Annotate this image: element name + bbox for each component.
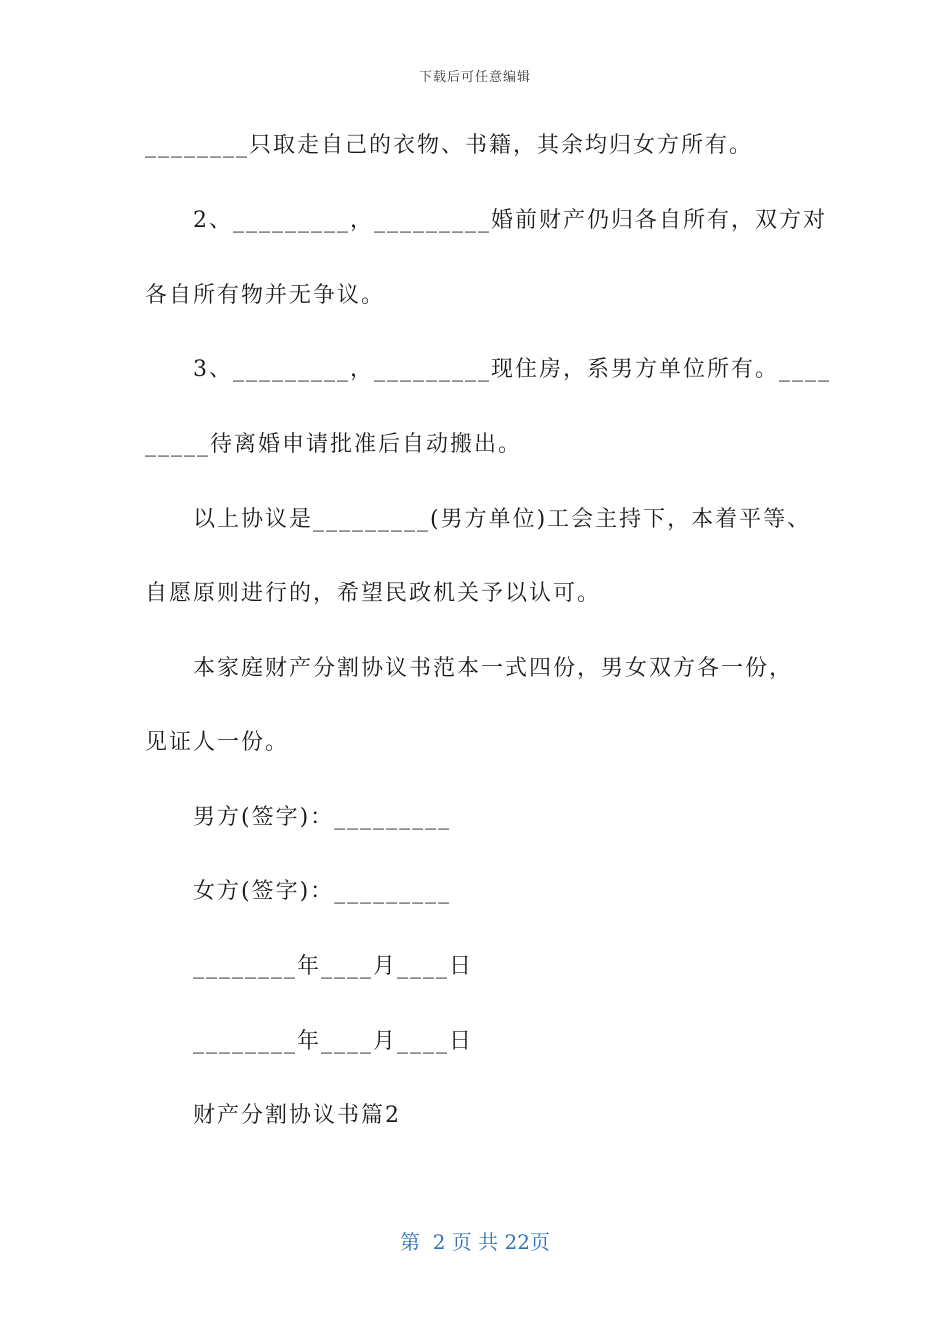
section-title: 财产分割协议书篇2	[193, 1103, 401, 1128]
body-line-8: 本家庭财产分割协议书范本一式四份，男女双方各一份，	[193, 656, 794, 681]
body-line-5: _____待离婚申请批准后自动搬出。	[145, 432, 523, 457]
body-line-3: 各自所有物并无争议。	[145, 283, 386, 308]
date-line-2: ________年____月____日	[193, 1029, 474, 1054]
body-line-7: 自愿原则进行的，希望民政机关予以认可。	[145, 581, 602, 606]
body-line-6: 以上协议是_________(男方单位)工会主持下，本着平等、	[193, 507, 812, 532]
body-line-2: 2、_________，_________婚前财产仍归各自所有，双方对	[193, 208, 827, 233]
signature-female: 女方(签字)：_________	[193, 879, 452, 904]
body-line-1: ________只取走自己的衣物、书籍，其余均归女方所有。	[145, 133, 754, 158]
page-number: 第 2 页 共 22页	[400, 1230, 550, 1254]
header-note: 下载后可任意编辑	[418, 70, 531, 85]
date-line-1: ________年____月____日	[193, 954, 474, 979]
signature-male: 男方(签字)：_________	[193, 805, 452, 830]
body-line-4: 3、_________，_________现住房，系男方单位所有。____	[193, 357, 831, 382]
body-line-9: 见证人一份。	[145, 730, 290, 755]
